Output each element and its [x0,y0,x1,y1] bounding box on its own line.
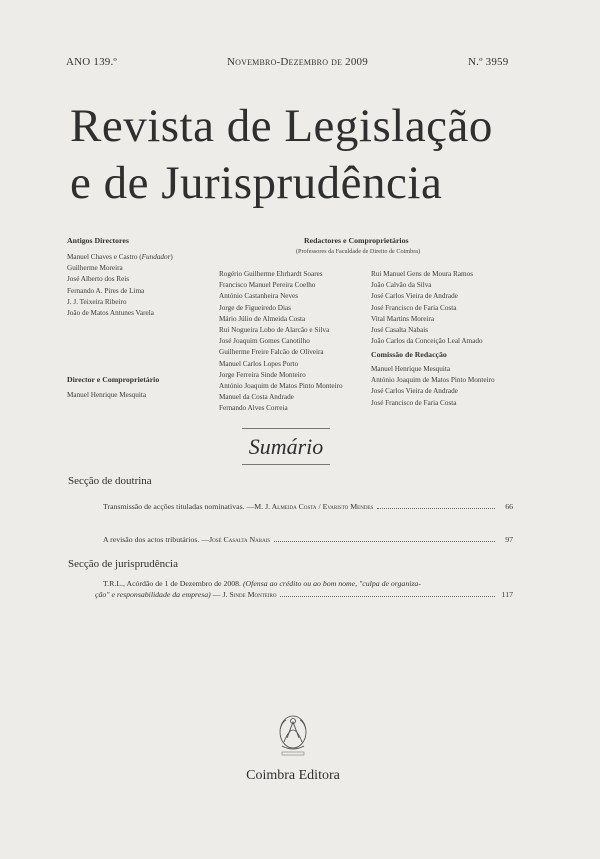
editors-list-left [219,269,343,415]
toc-entry-author: J. Sinde Monteiro [222,590,277,599]
journal-title-line2: e de Jurisprudência [70,157,443,209]
committee-member: José Carlos Vieira de Andrade [371,387,458,396]
toc-entry-author: M. J. Almeida Costa / Evaristo Mendes [254,502,374,511]
coimbra-editora-emblem-icon [264,708,322,766]
issue-date: Novembro-Dezembro de 2009 [227,56,368,68]
editor: Rui Manuel Gens de Moura Ramos [371,270,474,278]
committee-member: António Joaquim de Matos Pinto Monteiro [371,376,495,385]
toc-entry-title: A revisão dos actos tributários. — [103,535,210,544]
summary-rule-top [242,428,330,429]
editorial-committee-heading: Comissão de Redacção [371,350,447,359]
editors-list-right [371,269,483,347]
former-director: Guilherme Moreira [67,264,123,273]
summary-title: Sumário [248,434,324,459]
toc-leader-dots [377,507,495,509]
editor: António Joaquim de Matos Pinto Monteiro [219,382,343,391]
editor: Vital Martins Moreira [371,314,435,323]
editor: Manuel da Costa Andrade [219,393,294,402]
editors-heading: Redactores e Comproprietários [304,236,409,245]
section-doctrine-heading: Secção de doutrina [68,475,152,487]
former-directors-list [67,252,173,319]
toc-leader-dots [274,540,495,542]
former-director: Fernando A. Pires de Lima [67,286,145,295]
editor: José Casalta Nabais [371,326,429,335]
editor: António Castanheira Neves [219,292,299,301]
toc-entry-page: 97 [505,535,513,544]
toc-entry-page: 117 [501,590,513,599]
toc-entry-author: José Casalta Nabais [209,535,271,544]
toc-entry[interactable] [103,502,513,511]
director-heading: Director e Comproprietário [67,375,160,384]
former-director: José Alberto dos Reis [67,275,130,284]
editor: Rogério Guilherme Ehrhardt Soares [219,270,323,278]
journal-title-line1: Revista de Legislação [70,100,493,152]
toc-entry[interactable] [103,535,513,544]
issue-number: N.º 3959 [468,56,509,68]
toc-entry-page: 66 [505,502,513,511]
former-director: J. J. Teixeira Ribeiro [67,297,127,306]
editor: Manuel Carlos Lopes Porto [219,359,299,368]
editor: José Francisco de Faria Costa [371,303,457,312]
editor: Jorge Ferreira Sinde Monteiro [219,370,306,379]
issue-year: ANO 139.º [66,56,118,68]
editorial-committee-list [371,364,495,409]
section-jurisprudence-heading: Secção de jurisprudência [68,558,178,570]
editors-subheading: (Professores da Faculdade de Direito de Coimbra) [296,248,421,255]
editor: José Joaquim Gomes Canotilho [219,337,310,346]
former-director: João de Matos Antunes Varela [67,309,154,318]
editor: Mário Júlio de Almeida Costa [219,314,306,323]
editor: Guilherme Freire Falcão de Oliveira [219,348,324,357]
toc-entry-subtitle: (Ofensa ao crédito ou ao bom nome, "culpa de organiza- [242,579,421,588]
editor: Rui Nogueira Lobo de Alarcão e Silva [219,326,330,335]
director-name: Manuel Henrique Mesquita [67,391,147,399]
publisher-name: Coimbra Editora [246,768,340,783]
committee-member: José Francisco de Faria Costa [371,398,457,407]
editor: Fernando Alves Correia [219,404,288,413]
toc-entry-subtitle-cont: ção" e responsabilidade da empresa) [95,590,211,599]
editor: Francisco Manuel Pereira Coelho [219,281,316,290]
former-directors-heading: Antigos Directores [67,236,129,245]
editor: Jorge de Figueiredo Dias [219,303,291,312]
summary-rule-bottom [242,464,330,465]
toc-entry-title: Transmissão de acções tituladas nominativas. — [103,502,255,511]
toc-leader-dots [280,595,495,597]
committee-member: Manuel Henrique Mesquita [371,365,451,373]
toc-entry[interactable] [95,579,513,599]
editor: João Carlos da Conceição Leal Amado [371,337,483,346]
toc-entry-title: T.R.L., Acórdão de 1 de Dezembro de 2008. [103,579,243,588]
toc-entry-dash: — [210,590,223,599]
editor: José Carlos Vieira de Andrade [371,292,458,301]
editor: João Calvão da Silva [371,281,432,290]
former-director: Manuel Chaves e Castro (Fundador) [67,253,173,261]
